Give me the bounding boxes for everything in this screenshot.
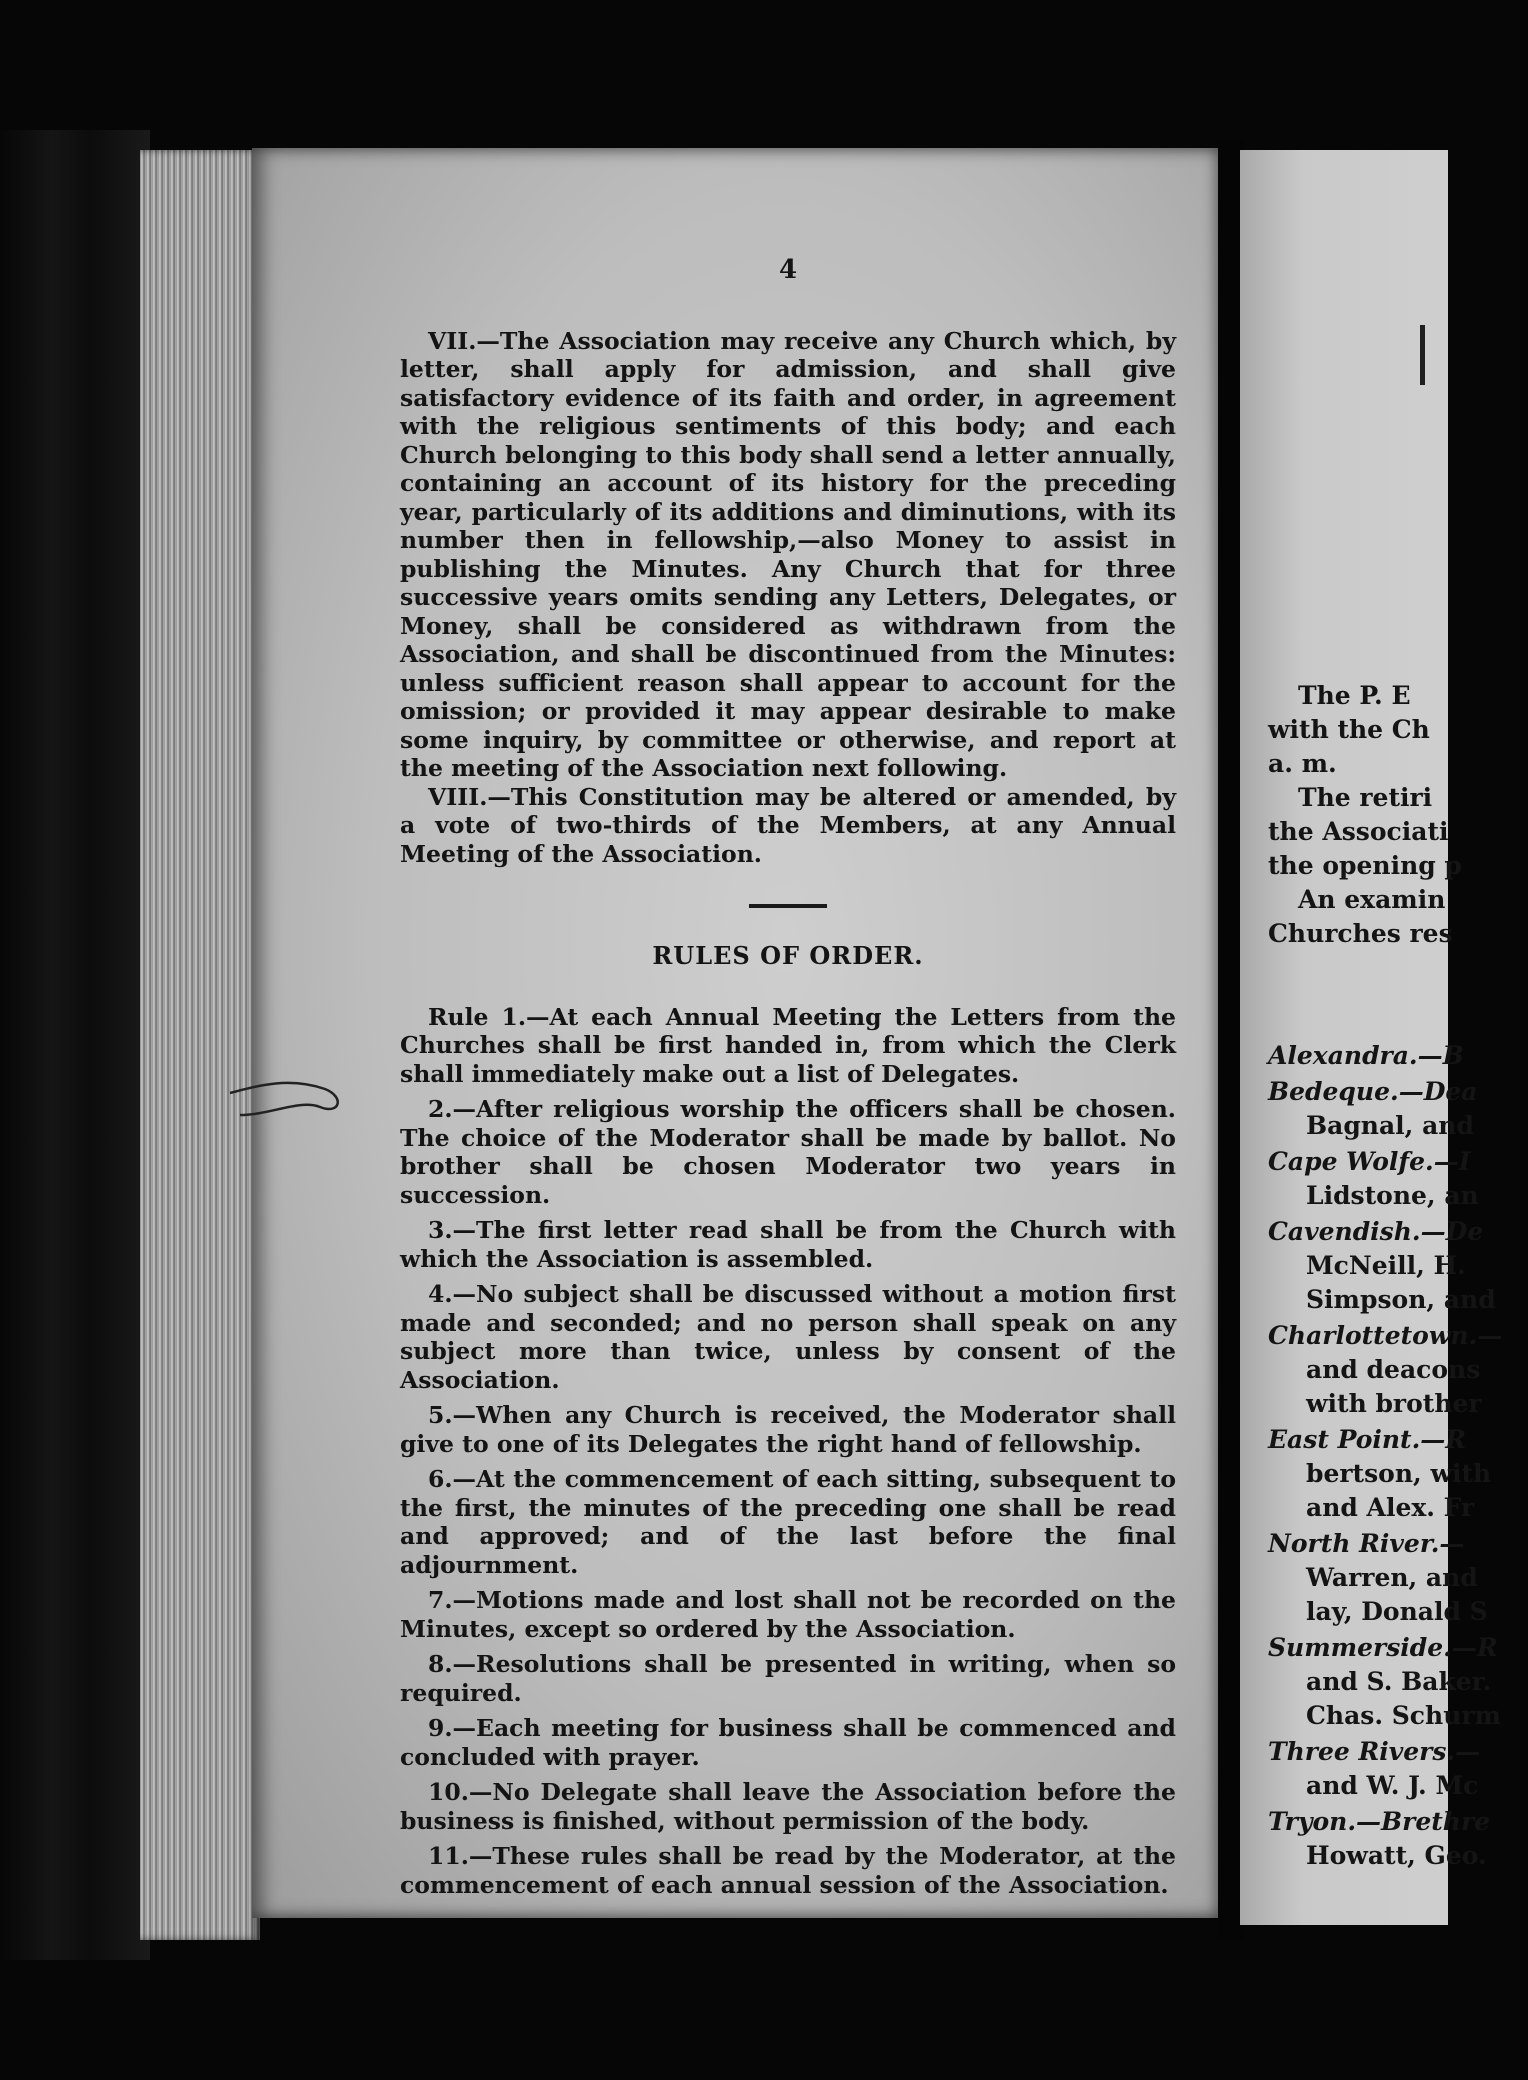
rule-9: 9.—Each meeting for business shall be commenced and concluded with prayer. bbox=[400, 1714, 1176, 1771]
right-line: Chas. Schurm bbox=[1306, 1701, 1502, 1730]
rule-7: 7.—Motions made and lost shall not be recorded on the Minutes, except so ordered by the Association. bbox=[400, 1586, 1176, 1643]
right-line: The P. E bbox=[1298, 681, 1411, 710]
rule-11: 11.—These rules shall be read by the Moderator, at the commencement of each annual session of the Association. bbox=[400, 1842, 1176, 1899]
right-line: Lidstone, an bbox=[1306, 1181, 1479, 1210]
right-line: the Associati bbox=[1268, 817, 1449, 846]
right-line: Bagnal, and bbox=[1306, 1111, 1474, 1140]
right-line: bertson, with bbox=[1306, 1459, 1492, 1488]
page-edges bbox=[140, 150, 260, 1940]
rule-6: 6.—At the commencement of each sitting, subsequent to the first, the minutes of the preceding one shall be read and approved; and of the last before the final adjournment. bbox=[400, 1465, 1176, 1579]
right-line: the opening p bbox=[1268, 851, 1462, 880]
right-line: The retiri bbox=[1298, 783, 1433, 812]
rule-8: 8.—Resolutions shall be presented in writing, when so required. bbox=[400, 1650, 1176, 1707]
rule-5: 5.—When any Church is received, the Moderator shall give to one of its Delegates the right hand of fellowship. bbox=[400, 1401, 1176, 1458]
right-line: Charlottetown.— bbox=[1268, 1321, 1503, 1350]
right-line: Tryon.—Brethre bbox=[1268, 1807, 1491, 1836]
right-line: East Point.—R bbox=[1268, 1425, 1467, 1454]
right-line: Alexandra.—B bbox=[1268, 1041, 1464, 1070]
rule-2: 2.—After religious worship the officers shall be chosen. The choice of the Moderator shall be made by ballot. No brother shall be chosen Moderator two years in succession. bbox=[400, 1095, 1176, 1209]
right-line: Churches res bbox=[1268, 919, 1453, 948]
right-page-mark bbox=[1420, 325, 1425, 385]
left-page-text bbox=[400, 256, 1176, 1899]
right-line: Cape Wolfe.—I bbox=[1268, 1147, 1471, 1176]
right-line: Bedeque.—Dea bbox=[1268, 1077, 1478, 1106]
right-line: a. m. bbox=[1268, 749, 1337, 778]
rule-1: Rule 1.—At each Annual Meeting the Letters from the Churches shall be first handed in, from which the Clerk shall immediately make out a list of Delegates. bbox=[400, 1002, 1176, 1088]
right-line: North River.— bbox=[1268, 1529, 1465, 1558]
right-line: with the Ch bbox=[1268, 715, 1430, 744]
article-vii: VII.—The Association may receive any Church which, by letter, shall apply for admission, and shall give satisfactory evidence of its faith and order, in agreement with the religious sentiments of this body; and each Church belonging to this body shall send a letter annually, containing an account of its history for the preceding year, particularly of its additions and diminutions, with its number then in fellowship,—also Money to assist in publishing the Minutes. Any Church that for three successive years omits sending any Letters, Delegates, or Money, shall be considered as withdrawn from the Association, and shall be discontinued from the Minutes: unless sufficient reason shall appear to account for the omission; or provided it may appear desirable to make some inquiry, by committee or otherwise, and report at the meeting of the Association next following. bbox=[400, 326, 1176, 782]
right-line: McNeill, H. bbox=[1306, 1251, 1466, 1280]
right-line: An examin bbox=[1298, 885, 1446, 914]
right-line: and deacons bbox=[1306, 1355, 1481, 1384]
right-page bbox=[1240, 150, 1503, 1925]
right-line: lay, Donald S bbox=[1306, 1597, 1488, 1626]
right-line: Three Rivers.— bbox=[1268, 1737, 1481, 1766]
right-line: Summerside.—R bbox=[1268, 1633, 1498, 1662]
rule-3: 3.—The first letter read shall be from the Church with which the Association is assembled. bbox=[400, 1216, 1176, 1273]
rule-10: 10.—No Delegate shall leave the Association before the business is finished, without permission of the body. bbox=[400, 1778, 1176, 1835]
right-line: with brother bbox=[1306, 1389, 1482, 1418]
page-number: 4 bbox=[778, 255, 798, 285]
section-title: RULES OF ORDER. bbox=[652, 941, 924, 970]
right-line: and W. J. Mc bbox=[1306, 1771, 1479, 1800]
section-divider bbox=[749, 904, 827, 908]
right-line: Simpson, and bbox=[1306, 1285, 1496, 1314]
right-line: and S. Baker. bbox=[1306, 1667, 1492, 1696]
book-binding bbox=[0, 130, 150, 1960]
right-line: Cavendish.—De bbox=[1268, 1217, 1484, 1246]
rule-4: 4.—No subject shall be discussed without a motion first made and seconded; and no person shall speak on any subject more than twice, unless by consent of the Association. bbox=[400, 1280, 1176, 1394]
right-line: Howatt, Geo. bbox=[1306, 1841, 1487, 1870]
article-viii: VIII.—This Constitution may be altered or amended, by a vote of two-thirds of the Members, at any Annual Meeting of the Association. bbox=[400, 782, 1176, 868]
right-line: and Alex. Fr bbox=[1306, 1493, 1475, 1522]
pen-scribble-mark bbox=[230, 1075, 370, 1135]
right-line: Warren, and bbox=[1306, 1563, 1478, 1592]
